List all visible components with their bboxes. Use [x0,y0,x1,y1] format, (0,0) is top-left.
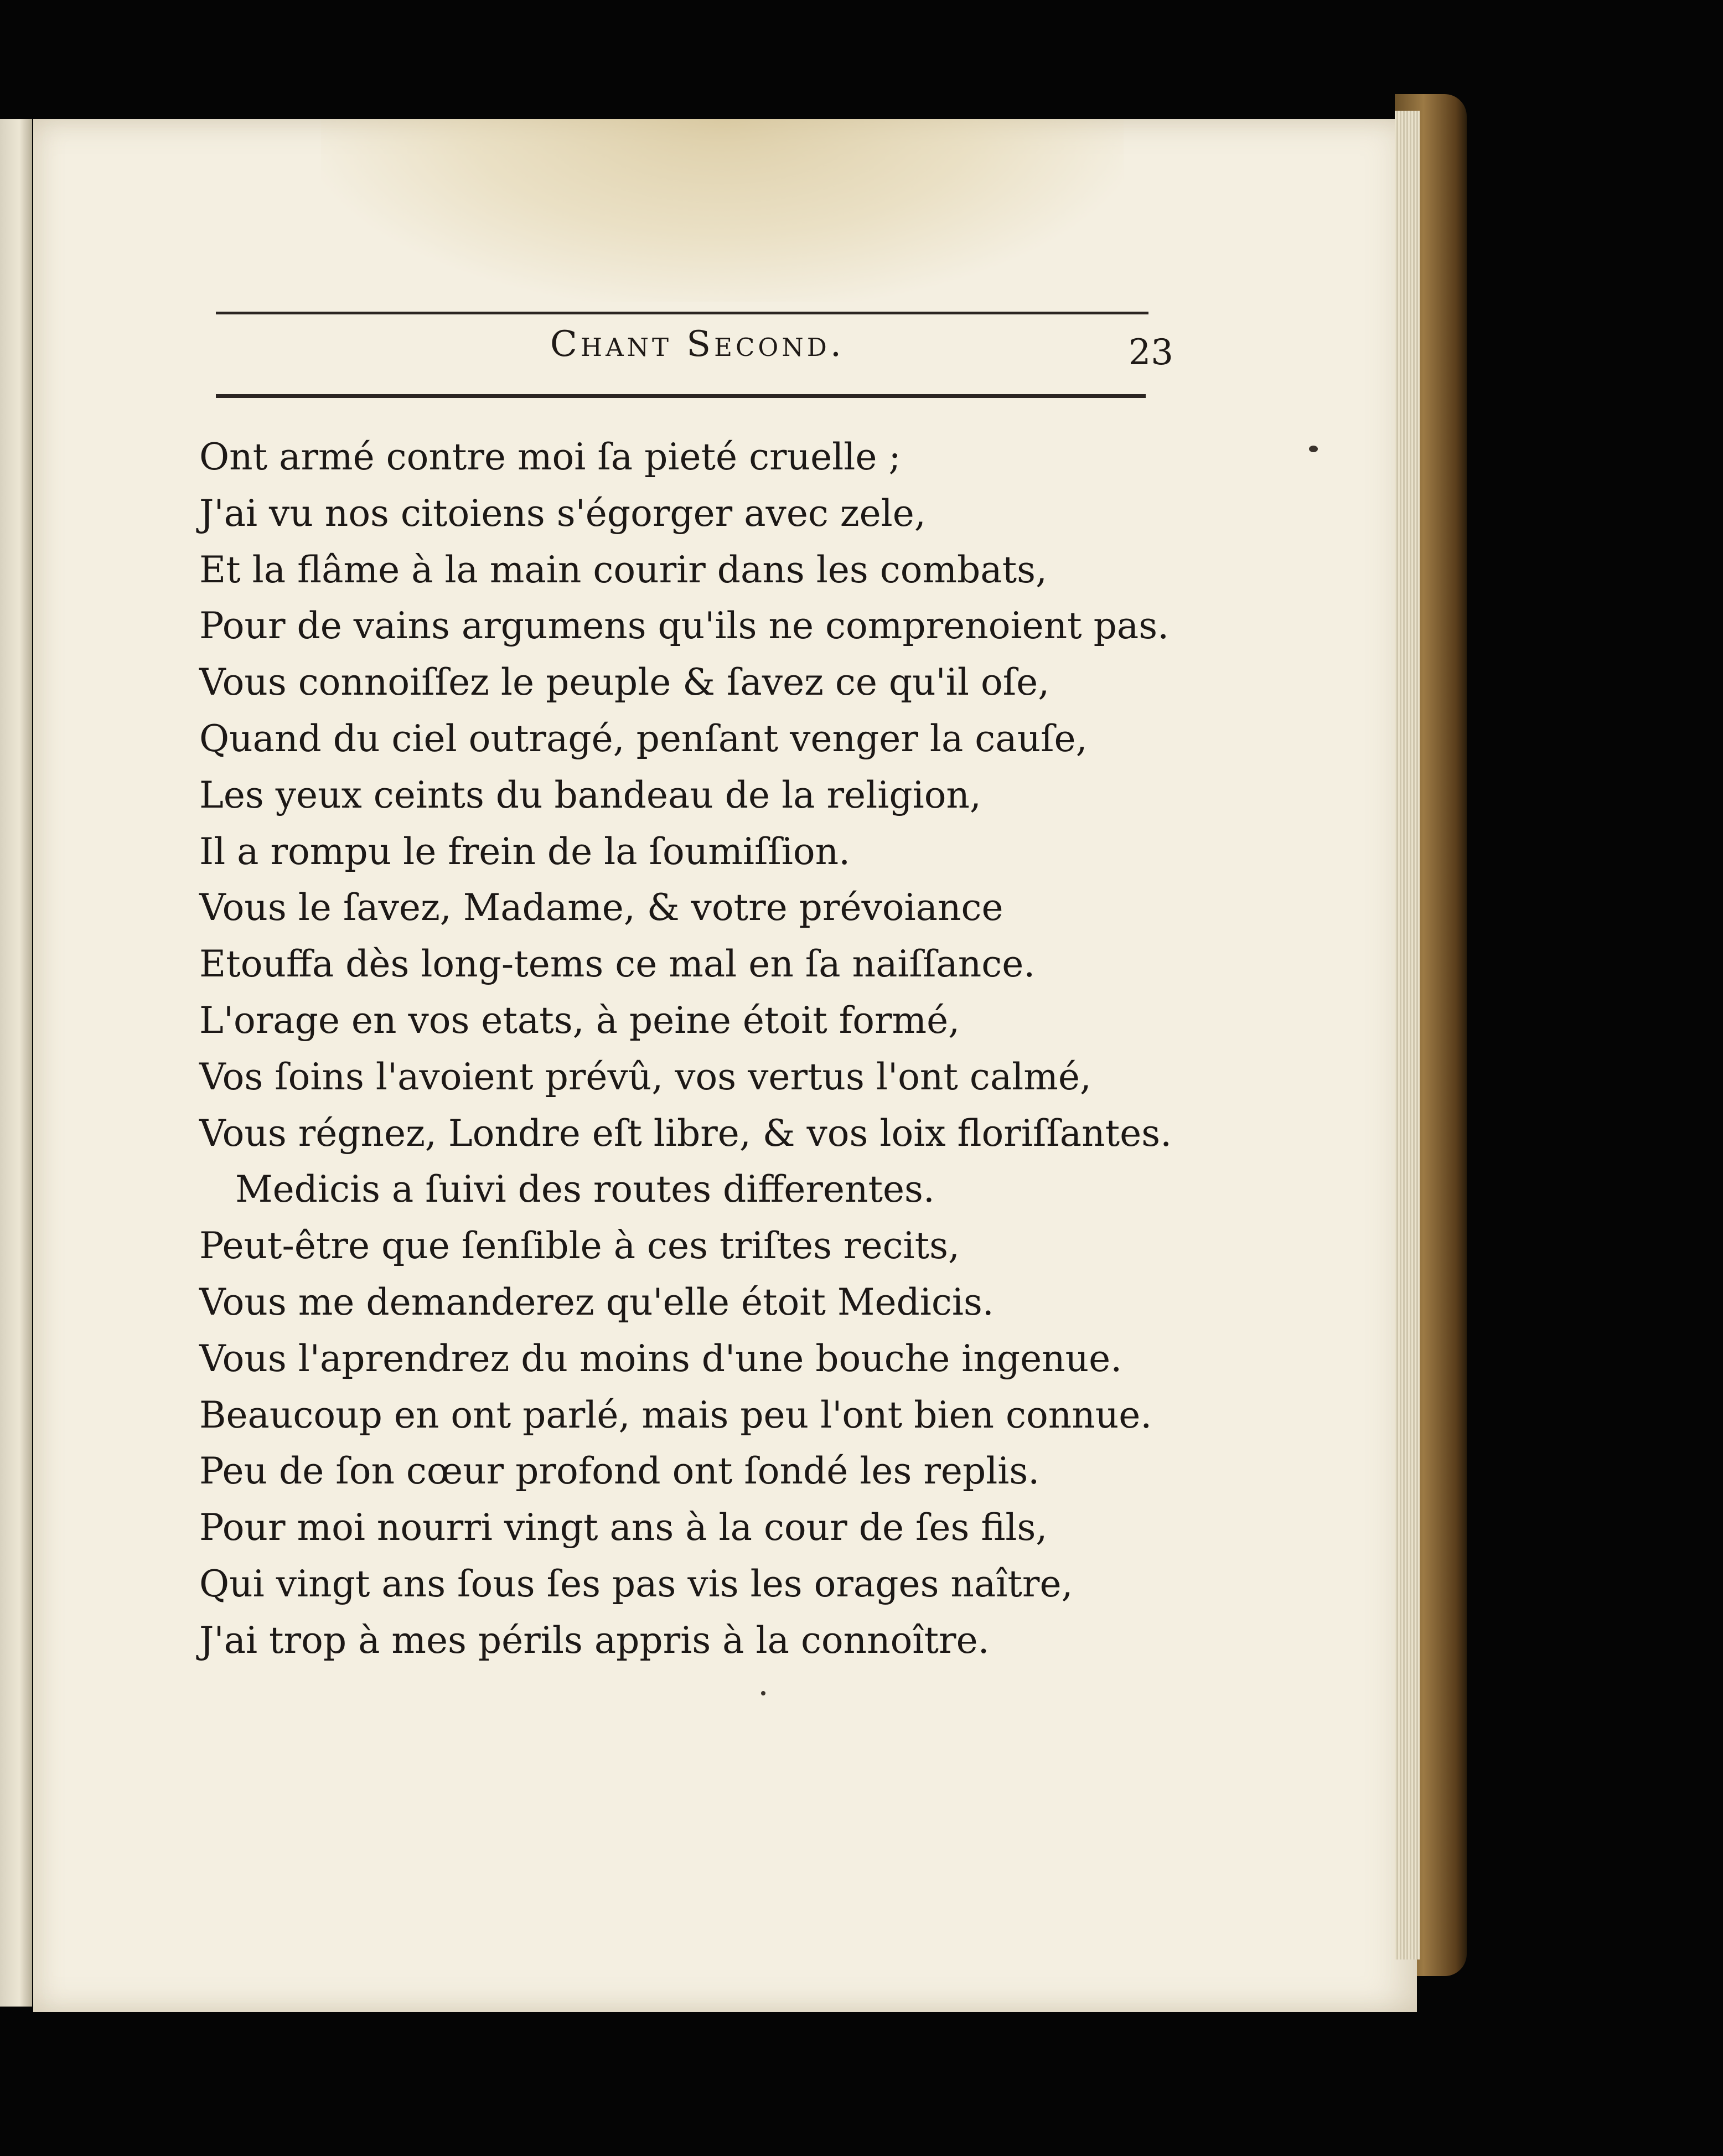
verse-line: J'ai trop à mes périls appris à la connoître. [199,1619,990,1662]
verse-line: Vous régnez, Londre eſt libre, & vos loix floriſſantes. [199,1111,1172,1155]
ink-speck [1309,446,1318,452]
verse-line: Ont armé contre moi ſa pieté cruelle ; [199,436,901,478]
header-rule-top [216,312,1148,314]
book-page [33,119,1417,2012]
verse-line: Pour de vains argumens qu'ils ne comprenoient pas. [199,604,1170,648]
verse-line: Les yeux ceints du bandeau de la religion, [199,773,981,816]
facing-page-edge [0,119,32,2007]
verse-line: Vous connoiſſez le peuple & ſavez ce qu'il oſe, [199,661,1050,704]
header-rule-bottom [216,394,1146,398]
page-number: 23 [1128,332,1173,373]
verse-line: Vous l'aprendrez du moins d'une bouche ingenue. [199,1337,1122,1380]
verse-line: Vous me demanderez qu'elle étoit Medicis. [199,1280,994,1323]
verse-line: Peu de ſon cœur profond ont ſondé les replis. [199,1450,1040,1493]
verse-line: Qui vingt ans ſous ſes pas vis les orages naître, [199,1562,1073,1605]
verse-line: Medicis a ſuivi des routes differentes. [235,1168,935,1211]
verse-line: Vous le ſavez, Madame, & votre prévoiance [199,886,1003,929]
verse-line: Vos ſoins l'avoient prévû, vos vertus l'ont calmé, [199,1055,1091,1098]
page-block-edge [1395,111,1420,1959]
verse-line: Beaucoup en ont parlé, mais peu l'ont bien connue. [199,1393,1152,1436]
running-title: Chant Second. [550,324,845,365]
verse-line: Pour moi nourri vingt ans à la cour de ſes fils, [199,1506,1048,1549]
water-stain [321,119,1124,302]
verse-line: J'ai vu nos citoiens s'égorger avec zele, [199,492,926,535]
verse-line: Peut-être que ſenſible à ces triſtes recits, [199,1224,960,1268]
verse-line: Il a rompu le frein de la ſoumiſſion. [199,830,851,873]
ink-speck [761,1691,765,1695]
verse-line: Quand du ciel outragé, penſant venger la cauſe, [199,717,1088,760]
verse-text [199,429,1196,1669]
verse-line: Et la flâme à la main courir dans les combats, [199,548,1048,591]
verse-line: L'orage en vos etats, à peine étoit formé, [199,999,960,1042]
verse-line: Etouffa dès long-tems ce mal en ſa naiſſance. [199,943,1036,986]
